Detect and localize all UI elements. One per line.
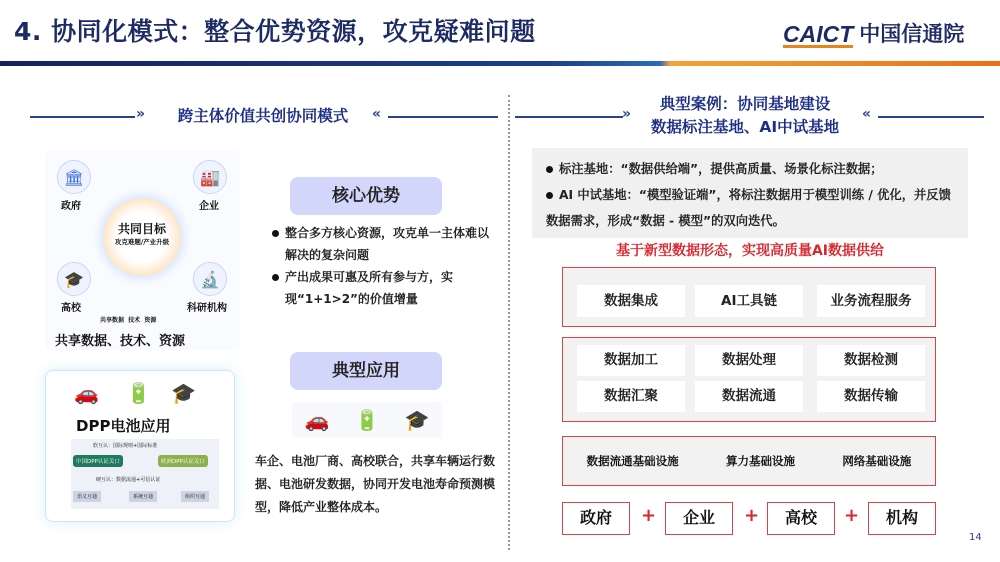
column-divider — [508, 95, 510, 550]
layer-cell: 数据加工 — [577, 345, 685, 376]
infrastructure-layer — [562, 436, 936, 486]
layer-cell: 数据集成 — [577, 285, 685, 317]
slide-title: 4. 协同化模式：整合优势资源，攻克疑难问题 — [14, 17, 536, 46]
party-box: 企业 — [665, 502, 733, 535]
logo-cn: 中国信通院 — [859, 22, 965, 46]
application-icons — [292, 402, 442, 438]
common-goal-circle — [103, 198, 181, 276]
bullet-text: 产出成果可惠及所有参与方，实现“1+1>2”的价值增量 — [285, 270, 454, 306]
collaboration-diagram — [45, 150, 240, 350]
flow-label: 共享数据 技术 资源 — [100, 317, 157, 324]
level: 系统互通 — [129, 491, 157, 502]
dpp-battery-card — [45, 370, 235, 522]
chevron-right-icon: » — [622, 106, 632, 122]
battery-icon: 🔋 — [354, 408, 380, 432]
core-bullets — [272, 222, 497, 310]
plus-sign: + — [844, 505, 860, 526]
right-heading — [630, 93, 860, 139]
header-divider-bar — [0, 61, 1000, 66]
bullet-text: AI 中试基地：“模型验证端”，将标注数据用于模型训练 / 优化，并反馈数据需求，形成“数据 - 模型”的双向迭代。 — [546, 188, 951, 228]
soft-mutual-recognition: 软互认：国际规则+国际标准 — [93, 443, 158, 449]
graduation-cap-icon: 🎓 — [171, 381, 196, 405]
center-subtitle: 攻克难题/产业升级 — [114, 238, 170, 246]
graduation-cap-icon: 🎓 — [404, 408, 430, 432]
plus-sign: + — [744, 505, 760, 526]
heading-line — [515, 116, 623, 118]
level: 组织互通 — [181, 491, 209, 502]
hard-mutual-recognition: 硬互认：数据流通+可信认证 — [96, 477, 161, 483]
layer-cell: AI工具链 — [695, 285, 803, 317]
center-title: 共同目标 — [117, 222, 166, 236]
dpp-title: DPP电池应用 — [76, 417, 171, 435]
heading-line — [30, 116, 135, 118]
layer-cell: 业务流程服务 — [817, 285, 925, 317]
car-icon: 🚗 — [304, 408, 330, 432]
node-label: 政府 — [61, 201, 81, 212]
party-box: 高校 — [767, 502, 835, 535]
bullet-text: 整合多方核心资源，攻克单一主体难以解决的复杂问题 — [285, 226, 490, 262]
application-text: 车企、电池厂商、高校联合，共享车辆运行数据、电池研发数据，协同开发电池寿命预测模型，降低产业整体成本。 — [255, 454, 496, 514]
service-layer — [562, 267, 936, 327]
caict-logo — [783, 18, 964, 48]
bullet-text: 标注基地：“数据供给端”，提供高质量、场景化标注数据； — [559, 162, 883, 176]
government-icon: 🏛 — [57, 160, 91, 194]
layer-cell: 数据检测 — [817, 345, 925, 376]
right-heading-line1: 典型案例：协同基地建设 — [659, 95, 831, 113]
chevron-left-icon: « — [862, 106, 872, 122]
typical-application-label: 典型应用 — [290, 352, 442, 390]
level: 语义互通 — [73, 491, 101, 502]
layer-cell: 数据处理 — [695, 345, 803, 376]
battery-icon: 🔋 — [126, 381, 151, 405]
heading-line — [878, 116, 984, 118]
party-box: 政府 — [562, 502, 630, 535]
right-heading-line2: 数据标注基地、AI中试基地 — [650, 118, 840, 136]
data-processing-layer — [562, 337, 936, 422]
left-heading: 跨主体价值共创协同模式 — [177, 107, 349, 125]
diagram-caption: 共享数据、技术、资源 — [55, 334, 186, 349]
node-label: 企业 — [199, 201, 219, 212]
graduation-cap-icon: 🎓 — [57, 262, 91, 296]
chevron-left-icon: « — [372, 106, 382, 122]
plus-sign: + — [641, 505, 657, 526]
case-description-box — [532, 148, 968, 238]
layer-cell: 数据流通 — [695, 381, 803, 412]
node-label: 高校 — [61, 303, 81, 314]
cn-gate: 中国DPP认证关口 — [73, 455, 123, 467]
layer-cell: 算力基础设施 — [725, 454, 795, 468]
red-headline: 基于新型数据形态，实现高质量AI数据供给 — [615, 243, 885, 259]
eu-gate: 欧洲DPP认证关口 — [158, 455, 208, 467]
logo-en: CAICT — [783, 21, 854, 47]
chevron-right-icon: » — [136, 106, 146, 122]
microscope-icon: 🔬 — [193, 262, 227, 296]
heading-line — [388, 116, 498, 118]
layer-cell: 数据流通基础设施 — [586, 454, 679, 468]
core-advantage-label: 核心优势 — [290, 177, 442, 215]
layer-cell: 数据传输 — [817, 381, 925, 412]
page-number: 14 — [969, 532, 982, 543]
party-box: 机构 — [868, 502, 936, 535]
layer-cell: 网络基础设施 — [842, 454, 912, 468]
factory-icon: 🏭 — [193, 160, 227, 194]
car-icon: 🚗 — [74, 381, 99, 405]
node-label: 科研机构 — [187, 303, 227, 314]
layer-cell: 数据汇聚 — [577, 381, 685, 412]
